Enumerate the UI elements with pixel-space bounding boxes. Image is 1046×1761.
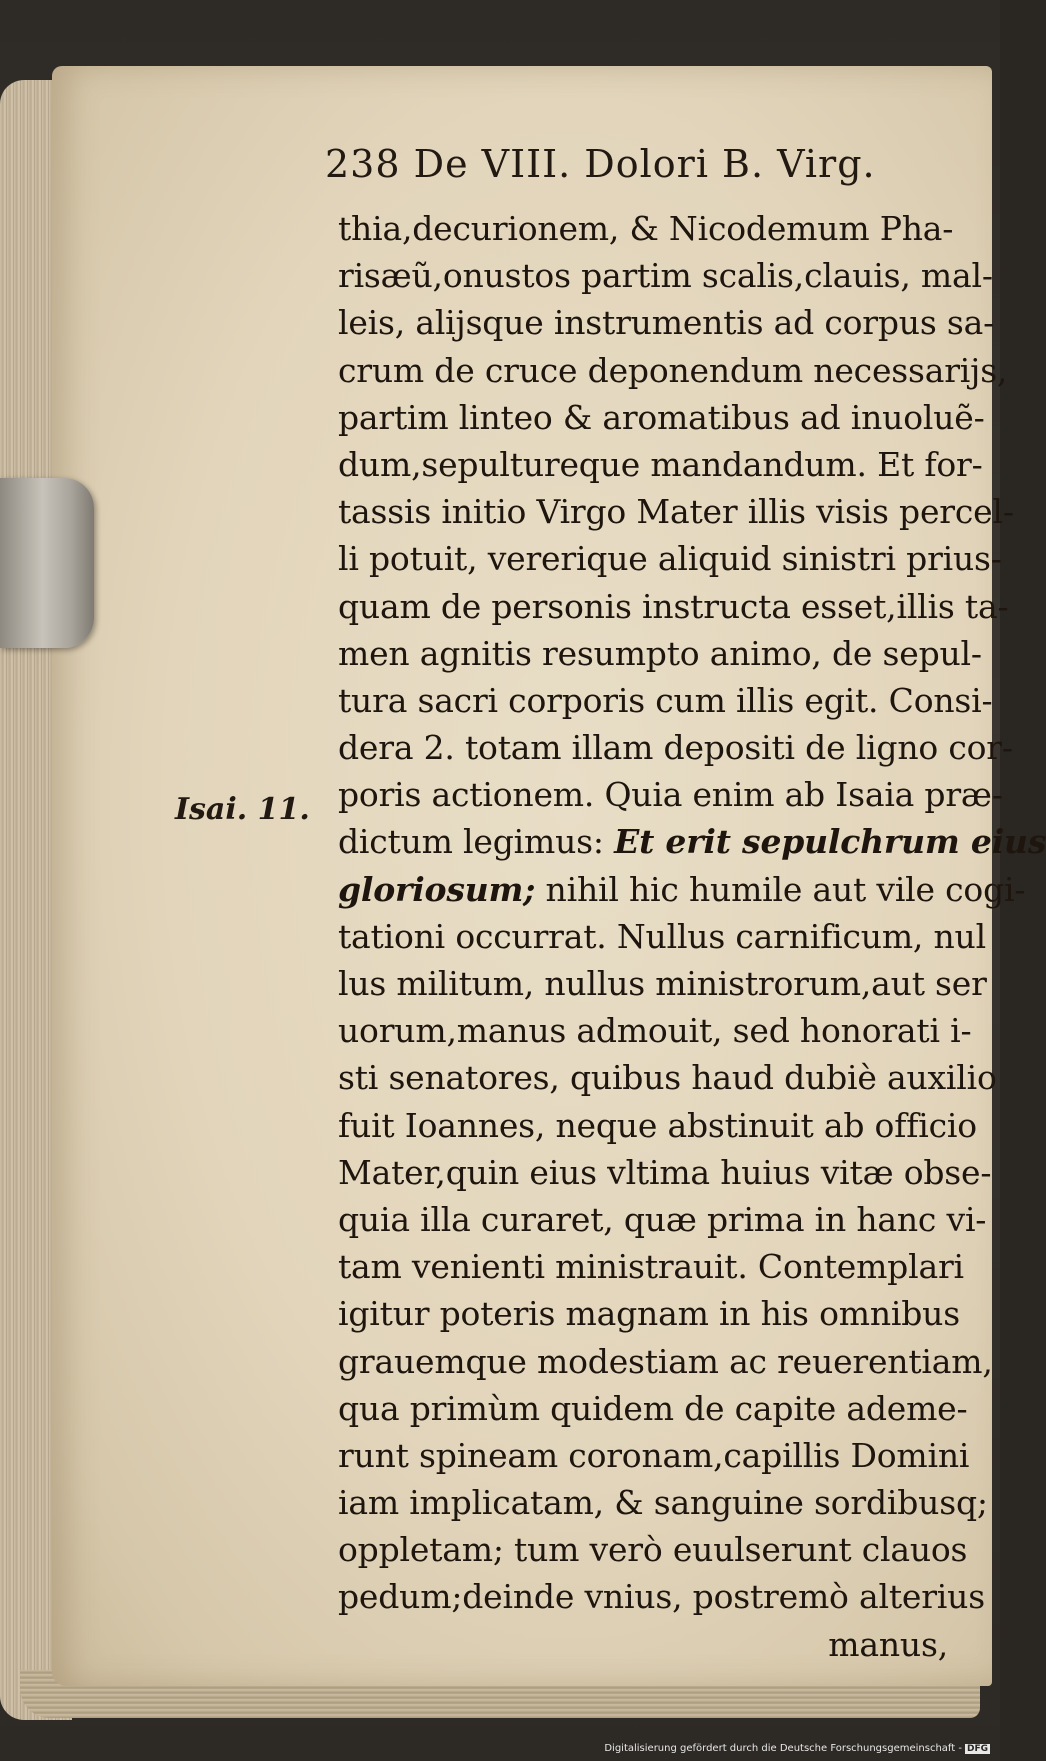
catchword: manus, [828, 1624, 948, 1664]
text-line [338, 818, 1046, 865]
text-line: oppletam; tum verò euulserunt clauos [338, 1530, 968, 1570]
text-line: tassis initio Virgo Mater illis visis percel- [338, 492, 1014, 532]
digitization-credit [604, 1743, 990, 1754]
quotation-italic: Et erit sepulchrum eius [614, 822, 1046, 862]
running-header: 238 De VIII. Dolori B. Virg. [325, 142, 876, 186]
text-line: men agnitis resumpto animo, de sepul- [338, 633, 982, 673]
text-line: sti senatores, quibus haud dubiè auxilio [338, 1058, 997, 1098]
text-line: li potuit, vererique aliquid sinistri prius- [338, 539, 1002, 579]
text-line: crum de cruce deponendum necessarijs, [338, 350, 1008, 390]
text-line: lus militum, nullus ministrorum,aut ser [338, 964, 987, 1003]
clasp-icon [0, 478, 94, 648]
text-line: partim linteo & aromatibus ad inuoluẽ- [338, 397, 985, 437]
text-line: dera 2. totam illam depositi de ligno cor- [338, 728, 1013, 768]
credit-text: Digitalisierung gefördert durch die Deutsche Forschungsgemeinschaft - [604, 1743, 962, 1754]
quotation-italic: gloriosum; [338, 869, 536, 909]
text-segment: dictum legimus: [338, 822, 604, 862]
text-line: risæũ,onustos partim scalis,clauis, mal- [338, 256, 993, 296]
text-line [338, 866, 1026, 913]
text-line: tationi occurrat. Nullus carnificum, nul [338, 916, 986, 956]
text-line: fuit Ioannes, neque abstinuit ab officio [338, 1105, 977, 1145]
text-line: qua primùm quidem de capite ademe- [338, 1388, 968, 1428]
text-line: tam venienti ministrauit. Contemplari [338, 1247, 964, 1287]
text-line: quam de personis instructa esset,illis ta- [338, 586, 1009, 626]
text-line: iam implicatam, & sanguine sordibusq; [338, 1483, 988, 1523]
text-line: uorum,manus admouit, sed honorati i- [338, 1011, 972, 1051]
margin-note: Isai. 11. [175, 792, 310, 827]
text-line: dum,sepultureque mandandum. Et for- [338, 444, 983, 484]
text-line: runt spineam coronam,capillis Domini [338, 1435, 970, 1475]
text-line: tura sacri corporis cum illis egit. Consi- [338, 680, 993, 720]
text-line: grauemque modestiam ac reuerentiam, [338, 1341, 993, 1381]
text-line: igitur poteris magnam in his omnibus [338, 1294, 960, 1334]
text-line: quia illa curaret, quæ prima in hanc vi- [338, 1199, 987, 1239]
text-line: Mater,quin eius vltima huius vitæ obse- [338, 1152, 992, 1192]
text-line: pedum;deinde vnius, postremò alterius [338, 1577, 985, 1617]
body-text [338, 205, 1046, 1668]
text-line: leis, alijsque instrumentis ad corpus sa- [338, 303, 995, 343]
text-line: poris actionem. Quia enim ab Isaia præ- [338, 775, 1003, 815]
dfg-logo-icon: DFG [966, 1744, 988, 1754]
text-line: thia,decurionem, & Nicodemum Pha- [338, 209, 954, 248]
text-segment: nihil hic humile aut vile cogi- [545, 869, 1026, 909]
